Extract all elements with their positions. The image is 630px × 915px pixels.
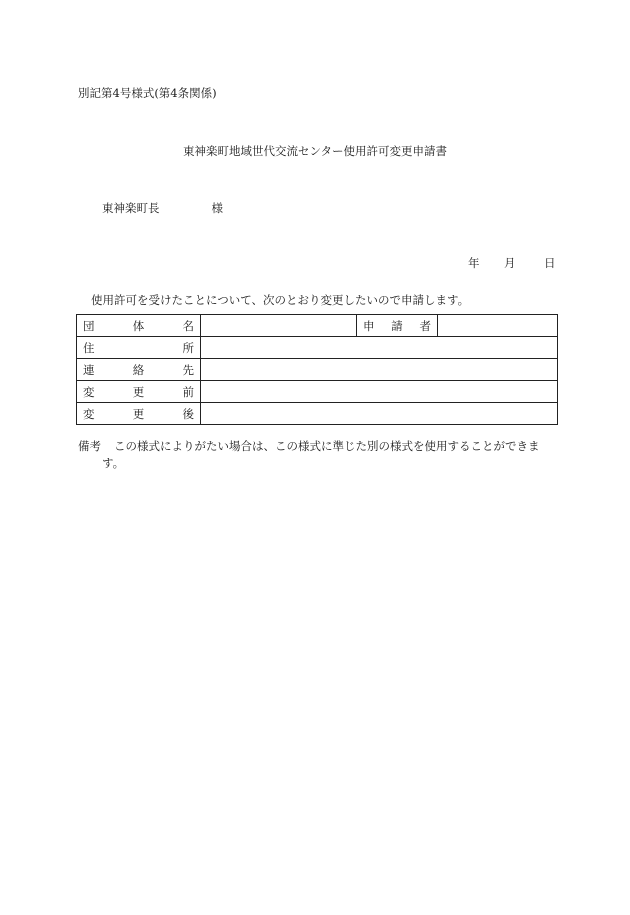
address-field[interactable] (201, 337, 558, 359)
label-after-change (77, 403, 201, 425)
label-char: 請 (391, 318, 403, 333)
remarks-label: 備考 (78, 439, 101, 453)
application-form-table (76, 314, 558, 425)
label-char: 所 (182, 340, 194, 355)
label-group-name (77, 315, 201, 337)
label-char: 団 (83, 318, 95, 333)
remarks (78, 438, 540, 472)
after-change-field[interactable] (201, 403, 558, 425)
label-char: 申 (363, 318, 375, 333)
label-char: 絡 (132, 362, 145, 377)
addressee-honorific: 様 (211, 201, 223, 215)
label-char: 変 (83, 406, 95, 421)
addressee-name: 東神楽町長 (102, 201, 160, 215)
table-row-after-change (77, 403, 558, 425)
document-title: 東神楽町地域世代交流センター使用許可変更申請書 (182, 144, 448, 158)
addressee (102, 200, 223, 216)
date-line (468, 255, 556, 271)
label-char: 更 (132, 384, 145, 399)
date-year: 年 (468, 256, 480, 270)
form-number: 別記第4号様式(第4条関係) (78, 86, 217, 100)
label-char: 更 (132, 406, 145, 421)
label-char: 後 (182, 406, 194, 421)
label-applicant (357, 315, 438, 337)
table-row-before-change (77, 381, 558, 403)
label-char: 先 (182, 362, 194, 377)
group-name-field[interactable] (201, 315, 357, 337)
label-address (77, 337, 201, 359)
intro-text: 使用許可を受けたことについて、次のとおり変更したいので申請します。 (91, 293, 470, 307)
contact-field[interactable] (201, 359, 558, 381)
applicant-field[interactable] (438, 315, 558, 337)
label-char: 住 (83, 340, 95, 355)
label-char: 前 (182, 384, 194, 399)
table-row-contact (77, 359, 558, 381)
remarks-text-line1: この様式によりがたい場合は、この様式に準じた別の様式を使用することができま (114, 439, 540, 453)
date-day: 日 (544, 256, 556, 270)
label-char: 名 (182, 318, 194, 333)
before-change-field[interactable] (201, 381, 558, 403)
label-char: 者 (419, 318, 431, 333)
date-month: 月 (504, 256, 516, 270)
remarks-text-line2: す。 (102, 456, 125, 470)
label-char: 変 (83, 384, 95, 399)
label-before-change (77, 381, 201, 403)
table-row-address (77, 337, 558, 359)
label-char: 体 (132, 318, 145, 333)
table-row-group-name (77, 315, 558, 337)
label-char: 連 (83, 362, 95, 377)
label-contact (77, 359, 201, 381)
